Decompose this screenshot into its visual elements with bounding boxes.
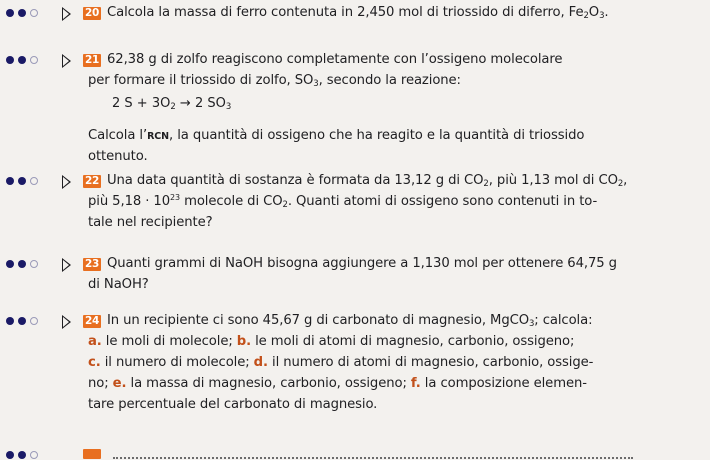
- difficulty-dot-filled: [18, 317, 26, 325]
- difficulty-dot-empty: [30, 317, 38, 325]
- difficulty-dot-filled: [6, 317, 14, 325]
- exercise-text: più $5,18 \cdot 10^{23}$ molecole di $CO_2$. Quanti atomi di ossigeno sono contenuti in to-: [88, 193, 598, 210]
- exercise-number: 23: [85, 258, 100, 270]
- next-exercise-cutoff: [0, 447, 710, 458]
- exercise-number: 21: [85, 54, 100, 66]
- reaction-equation: 2 $S + 3O_2 \to 2$ $SO_3$: [112, 96, 232, 112]
- difficulty-dot-filled: [6, 9, 14, 17]
- exercise-text: tare percentuale del carbonato di magnesio.: [88, 397, 378, 412]
- arrow-icon: [62, 175, 71, 189]
- exercise-text: 62,38 g di zolfo reagiscono completamente con l’ossigeno molecolare: [107, 52, 563, 67]
- exercise-text: di NaOH?: [88, 277, 149, 292]
- exercise-text: per formare il triossido di zolfo, $SO_3$, secondo la reazione:: [88, 73, 461, 89]
- difficulty-marker: [0, 315, 74, 329]
- difficulty-dot-filled: [6, 260, 14, 268]
- exercise-number: 22: [85, 175, 100, 187]
- difficulty-dot-filled: [6, 177, 14, 185]
- exercise-text: tale nel recipiente?: [88, 215, 213, 230]
- exercise-text: ottenuto.: [88, 149, 148, 164]
- arrow-icon: [62, 258, 71, 272]
- exercise-number: 24: [85, 315, 100, 327]
- arrow-icon: [62, 315, 71, 329]
- exercise-text: Calcola l’RCN, la quantità di ossigeno che ha reagito e la quantità di triossido: [88, 128, 585, 143]
- difficulty-dot-filled: [6, 56, 14, 64]
- exercise-text: Quanti grammi di NaOH bisogna aggiungere a 1,130 mol per ottenere 64,75 g: [107, 256, 617, 271]
- difficulty-dot-empty: [30, 177, 38, 185]
- exercise-text: no; e. la massa di magnesio, carbonio, ossigeno; f. la composizione elemen-: [88, 376, 587, 391]
- difficulty-marker: [0, 175, 74, 189]
- exercise-text: c. il numero di molecole; d. il numero di atomi di magnesio, carbonio, ossige-: [88, 355, 594, 370]
- exercise-text: a. le moli di molecole; b. le moli di atomi di magnesio, carbonio, ossigeno;: [88, 334, 575, 349]
- rcn-label: RCN: [147, 131, 170, 142]
- difficulty-dot-filled: [18, 9, 26, 17]
- difficulty-marker: [0, 7, 74, 21]
- difficulty-dot-empty: [30, 260, 38, 268]
- difficulty-dot-empty: [30, 9, 38, 17]
- difficulty-marker: [0, 258, 74, 272]
- exercise-number: 20: [85, 7, 100, 19]
- arrow-icon: [62, 7, 71, 21]
- exercise-text: Una data quantità di sostanza è formata da 13,12 g di $CO_2$, più 1,13 mol di $CO_2$,: [107, 173, 628, 189]
- difficulty-dot-filled: [18, 260, 26, 268]
- exercise-text: Calcola la massa di ferro contenuta in 2,450 mol di triossido di diferro, $Fe_2O_3$.: [107, 5, 609, 21]
- difficulty-marker: [0, 54, 74, 68]
- arrow-icon: [62, 54, 71, 68]
- difficulty-dot-empty: [30, 56, 38, 64]
- exercise-text: In un recipiente ci sono 45,67 g di carbonato di magnesio, MgCO$_3$; calcola:: [107, 313, 593, 329]
- difficulty-dot-filled: [18, 177, 26, 185]
- difficulty-dot-filled: [18, 56, 26, 64]
